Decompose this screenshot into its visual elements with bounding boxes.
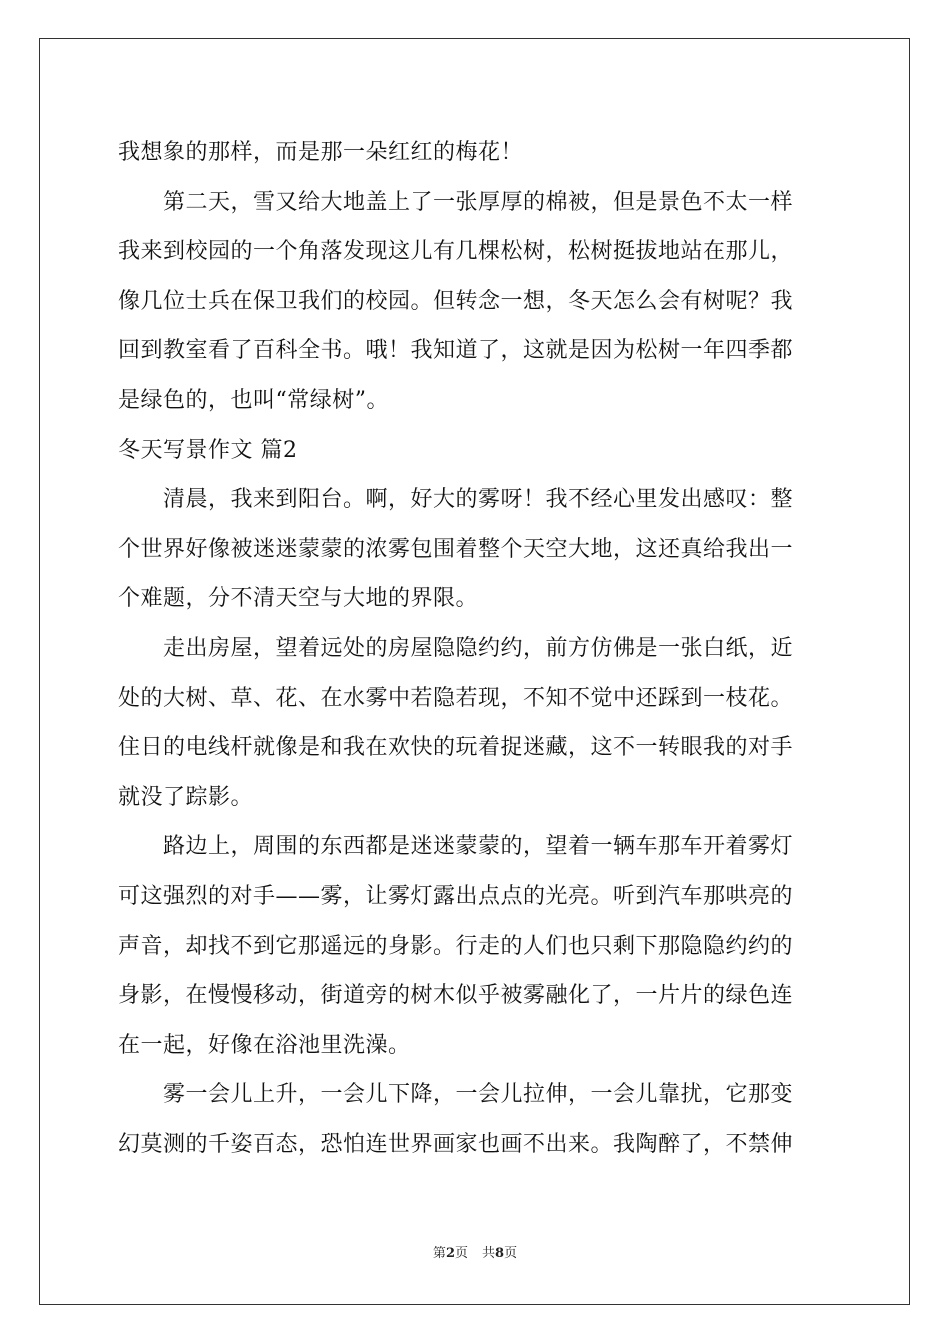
text-line: 我来到校园的一个角落发现这儿有几棵松树，松树挺拔地站在那儿， — [118, 239, 794, 265]
text-line: 像几位士兵在保卫我们的校园。但转念一想，冬天怎么会有树呢？我 — [118, 288, 794, 314]
text-line: 在一起，好像在浴池里洗澡。 — [118, 1032, 411, 1058]
text-line: 回到教室看了百科全书。哦！我知道了，这就是因为松树一年四季都 — [118, 338, 794, 364]
text-line: 路边上，周围的东西都是迷迷蒙蒙的，望着一辆车那车开着雾灯 — [118, 834, 794, 860]
text-line: 第二天，雪又给大地盖上了一张厚厚的棉被，但是景色不太一样 — [118, 189, 794, 215]
page-suffix: 页 — [454, 1246, 468, 1261]
text-line: 是绿色的，也叫“常绿树”。 — [118, 387, 389, 413]
text-line: 我想象的那样，而是那一朵红红的梅花！ — [118, 140, 524, 165]
text-line: 清晨，我来到阳台。啊，好大的雾呀！我不经心里发出感叹：整 — [118, 487, 794, 513]
page-prefix: 第 — [432, 1246, 446, 1261]
text-line: 声音，却找不到它那遥远的身影。行走的人们也只剩下那隐隐约约的 — [118, 933, 794, 959]
text-line: 个难题，分不清天空与大地的界限。 — [118, 586, 479, 612]
text-line: 身影，在慢慢移动，街道旁的树木似乎被雾融化了，一片片的绿色连 — [118, 983, 794, 1009]
text-line: 雾一会儿上升，一会儿下降，一会儿拉伸，一会儿靠扰，它那变 — [118, 1082, 794, 1108]
page-footer — [0, 1242, 950, 1261]
total-prefix: 共 — [482, 1246, 496, 1261]
text-line: 就没了踪影。 — [118, 784, 254, 810]
text-line: 处的大树、草、花、在水雾中若隐若现，不知不觉中还踩到一枝花。 — [118, 685, 794, 711]
text-line: 走出房屋，望着远处的房屋隐隐约约，前方仿佛是一张白纸，近 — [118, 635, 794, 661]
text-line: 可这强烈的对手——雾，让雾灯露出点点的光亮。听到汽车那哄亮的 — [118, 883, 794, 909]
page-current: 2 — [445, 1246, 455, 1261]
total-suffix: 页 — [504, 1246, 518, 1261]
text-line: 个世界好像被迷迷蒙蒙的浓雾包围着整个天空大地，这还真给我出一 — [118, 536, 794, 562]
section-heading: 冬天写景作文 篇2 — [118, 437, 298, 463]
document-body — [118, 128, 833, 1169]
page-total: 8 — [495, 1246, 505, 1261]
text-line: 住日的电线杆就像是和我在欢快的玩着捉迷藏，这不一转眼我的对手 — [118, 735, 794, 761]
text-line: 幻莫测的千姿百态，恐怕连世界画家也画不出来。我陶醉了，不禁伸 — [118, 1131, 794, 1157]
